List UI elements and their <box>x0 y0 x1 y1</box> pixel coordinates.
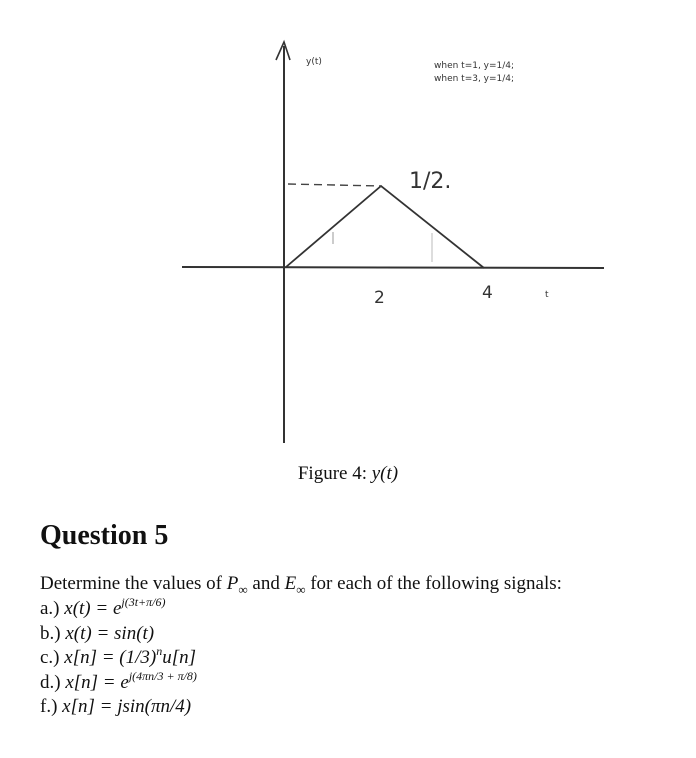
question-prompt <box>40 573 562 598</box>
triangle-waveform <box>286 186 484 268</box>
part-b <box>40 622 197 647</box>
prompt-sub-1: ∞ <box>238 581 248 597</box>
tick-label-2: 2 <box>374 288 385 308</box>
caption-math: y(t) <box>371 463 399 484</box>
prompt-and: and <box>247 573 285 594</box>
part-lhs: x[n] = (1/3) <box>64 647 157 668</box>
peak-value-label: 1/2. <box>409 169 452 194</box>
tick-label-4: 4 <box>482 283 493 303</box>
part-f <box>40 695 197 720</box>
caption-prefix: Figure 4: <box>297 463 367 484</box>
y-axis-label: y(t) <box>306 57 322 67</box>
prompt-post: for each of the following signals: <box>305 573 562 594</box>
part-d <box>40 668 197 696</box>
note-line-1: when t=1, y=1/4; <box>434 61 515 71</box>
peak-dashed-line <box>288 184 381 186</box>
part-exponent: n <box>156 644 163 658</box>
prompt-E: E <box>284 573 297 594</box>
part-a <box>40 597 197 622</box>
t-axis-label: t <box>545 290 549 300</box>
part-label: a.) <box>40 598 60 619</box>
prompt-P: P <box>226 573 239 594</box>
part-lhs: x[n] = e <box>65 671 129 693</box>
part-exponent: j(3t+π/6) <box>121 595 166 609</box>
prompt-sub-2: ∞ <box>296 581 306 597</box>
figure-caption <box>0 463 696 485</box>
part-label: f.) <box>40 696 58 717</box>
part-label: b.) <box>40 622 61 644</box>
prompt-pre: Determine the values of <box>40 573 227 594</box>
part-label: c.) <box>40 647 60 668</box>
part-lhs: x[n] = jsin(πn/4) <box>62 696 192 717</box>
t-axis <box>182 267 604 268</box>
question-parts <box>40 597 197 720</box>
part-tail: u[n] <box>162 647 197 668</box>
part-lhs: x(t) = sin(t) <box>65 622 155 644</box>
note-line-2: when t=3, y=1/4; <box>434 74 515 84</box>
question-title: Question 5 <box>40 520 169 551</box>
part-c <box>40 646 197 671</box>
part-lhs: x(t) = e <box>64 598 122 619</box>
part-exponent: j(4πn/3 + π/8) <box>128 668 197 683</box>
part-label: d.) <box>40 671 61 693</box>
